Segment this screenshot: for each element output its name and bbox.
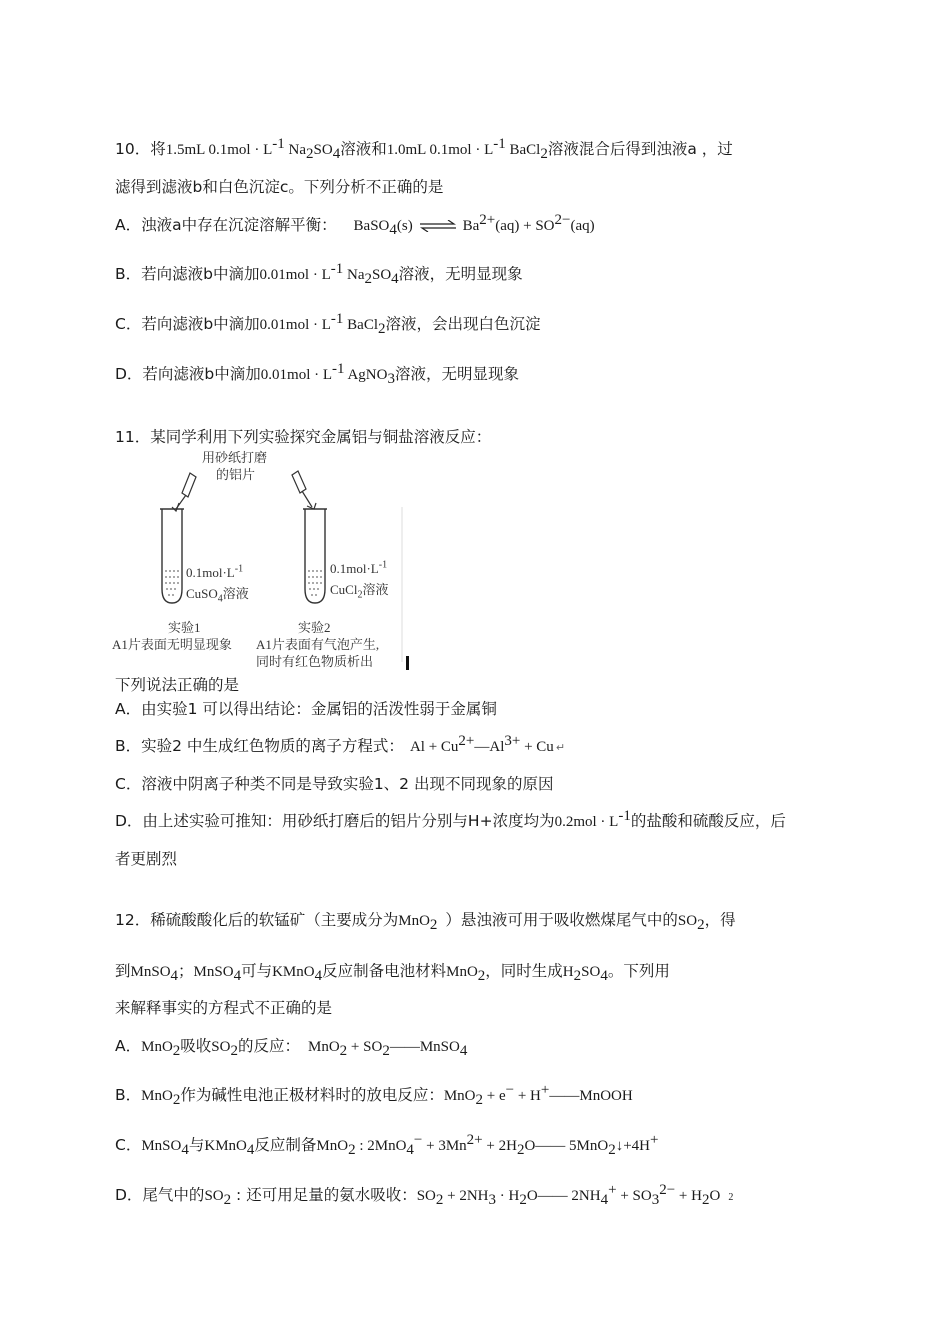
experiment-figure [112, 447, 412, 672]
q11-option-d-line2: 者更剧烈 [115, 850, 178, 868]
fig-top-label-2: 的铝片 [216, 467, 256, 482]
fig-exp1-desc: A1片表面无明显现象 [112, 637, 232, 652]
q11-option-a: A．由实验1 可以得出结论：金属铝的活泼性弱于金属铜 [115, 700, 497, 718]
fig-top-label-1: 用砂纸打磨 [202, 450, 268, 465]
fig-exp2-desc1: A1片表面有气泡产生, [256, 637, 380, 652]
fig-exp1-title: 实验1 [168, 620, 201, 635]
test-tube-1 [160, 509, 184, 603]
q11-option-c: C．溶液中阴离子种类不同是导致实验1、2 出现不同现象的原因 [115, 775, 554, 793]
fig-exp2-desc2: 同时有红色物质析出 [256, 654, 374, 669]
q10-option-c: C．若向滤液b中滴加$0.01mol \cdot L^{-1}$ BaCl$_2$溶液，会出现白色沉淀 [115, 310, 541, 338]
q10-stem-line1: 10．将1.5mL $0.1mol \cdot L^{-1}$ $Na_2SO_4$溶液和1.0mL $0.1mol \cdot L^{-1}$ BaCl$_2$溶液混合后得到浊液a ，过 [115, 135, 733, 163]
q12-stem-line1: 12．稀硫酸酸化后的软锰矿（主要成分为MnO$_2$ ）悬浊液可用于吸收燃煤尾气中的$SO_2$，得 [115, 911, 736, 934]
q12-stem-line2: 到MnSO$_4$；MnSO$_4$可与KMnO$_4$反应制备电池材料MnO$_2$，同时生成$H_2SO_4$。下列用 [115, 962, 670, 985]
q11-option-d-line1: D．由上述实验可推知：用砂纸打磨后的铝片分别与H+浓度均为$0.2mol \cdot L^{-1}$的盐酸和硫酸反应，后 [115, 807, 786, 830]
aluminum-strip-right-icon [292, 471, 316, 509]
q12-option-a: A．MnO$_2$吸收$SO_2$的反应： $MnO_2 + SO_2——MnSO_4$ [115, 1037, 468, 1060]
q12-option-b: B．MnO$_2$作为碱性电池正极材料时的放电反应：MnO$_2$ + e− + H+——MnOOH [115, 1081, 633, 1109]
q11-stem: 11．某同学利用下列实验探究金属铝与铜盐溶液反应： [115, 428, 492, 446]
fig-solution-1-conc: $0.1mol\cdot L^{-1}$ [186, 563, 244, 580]
aluminum-strip-left-icon [172, 473, 196, 511]
fig-solution-2-name: CuCl$_2$溶液 [330, 582, 389, 601]
fig-solution-1-name: CuSO$_4$溶液 [186, 586, 249, 605]
q11-option-b: B．实验2 中生成红色物质的离子方程式： $Al + Cu^{2+}—Al^{3+} + Cu$ ↵ [115, 732, 566, 755]
text-cursor [406, 656, 409, 670]
q12-option-d: D．尾气中的$SO_2$ : 还可用足量的氨水吸收：$SO_2 + 2NH_3$ · $H_2O——$ $2NH_4^+ + SO_3^{2-} + H_2O$ 2 [115, 1181, 734, 1209]
q10-option-d: D．若向滤液b中滴加$0.01mol \cdot L^{-1}$ AgNO$_3$溶液，无明显现象 [115, 360, 519, 388]
q10-option-b: B．若向滤液b中滴加$0.01mol \cdot L^{-1}$ $Na_2SO_4$溶液，无明显现象 [115, 260, 523, 288]
fig-solution-2-conc: $0.1mol\cdot L^{-1}$ [330, 559, 388, 576]
q12-option-c: C．MnSO$_4$与KMnO$_4$反应制备MnO$_2$ : $2MnO_4^- + 3Mn^{2+}$ + $2H_2O——$ 5MnO$_2$↓+4H+ [115, 1131, 659, 1159]
q10-stem-line2: 滤得到滤液b和白色沉淀c。下列分析不正确的是 [115, 178, 444, 196]
q12-stem-line3: 来解释事实的方程式不正确的是 [115, 999, 333, 1017]
test-tube-2 [303, 509, 327, 603]
q11-prompt: 下列说法正确的是 [115, 676, 240, 694]
fig-exp2-title: 实验2 [298, 620, 331, 635]
q10-option-a: A．浊液a中存在沉淀溶解平衡： BaSO$_4$(s) $Ba^{2+}(aq) + SO^{2-}(aq)$ [115, 211, 595, 239]
equilibrium-arrow-icon [418, 220, 458, 232]
